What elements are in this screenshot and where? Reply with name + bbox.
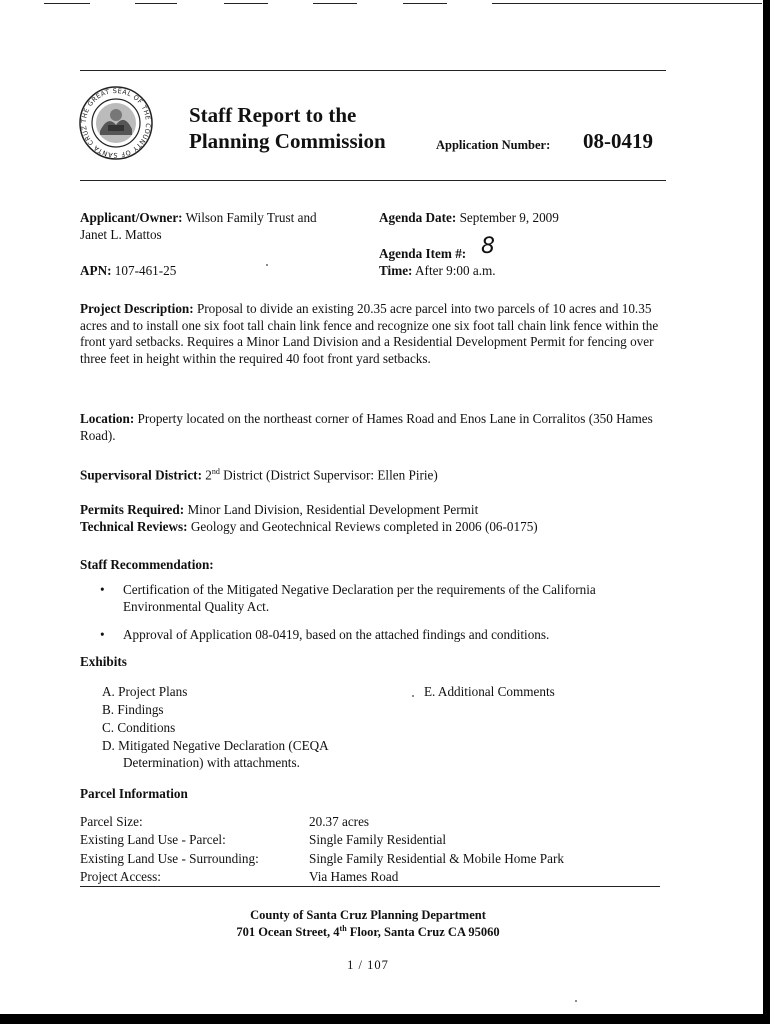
location-label: Location: bbox=[80, 411, 135, 426]
agenda-date-label: Agenda Date: bbox=[379, 210, 457, 225]
bullet-icon: • bbox=[100, 582, 105, 597]
applicant-owner-value-1: Wilson Family Trust and bbox=[185, 210, 317, 225]
applicant-owner bbox=[80, 210, 317, 227]
supervisoral-district-label: Supervisoral District: bbox=[80, 467, 202, 483]
agenda-date bbox=[379, 210, 559, 227]
parcel-row-value: Single Family Residential bbox=[309, 832, 446, 848]
exhibit-b: B. Findings bbox=[102, 702, 164, 717]
location-text: Property located on the northeast corner of Hames Road and Enos Lane in Corralitos (350 Hames Road). bbox=[80, 411, 653, 443]
permits-required bbox=[80, 502, 478, 519]
supervisoral-district-sup: nd bbox=[211, 467, 220, 476]
apn-value: 107-461-25 bbox=[114, 263, 177, 278]
parcel-row-value: Single Family Residential & Mobile Home Park bbox=[309, 850, 564, 866]
scan-speck bbox=[575, 1000, 577, 1002]
scan-dash bbox=[403, 3, 447, 4]
parcel-table-rule bbox=[80, 886, 660, 887]
project-description bbox=[80, 301, 666, 367]
location bbox=[80, 411, 666, 444]
parcel-information-heading bbox=[80, 786, 188, 803]
parcel-row-value: Via Hames Road bbox=[309, 868, 399, 884]
application-number: 08-0419 bbox=[583, 129, 653, 153]
scan-dash bbox=[135, 3, 177, 4]
header-rule-bottom bbox=[80, 180, 666, 181]
bullet-icon: • bbox=[100, 627, 105, 642]
applicant-owner-value-2: Janet L. Mattos bbox=[80, 227, 162, 242]
technical-reviews bbox=[80, 519, 538, 536]
exhibit-c: C. Conditions bbox=[102, 720, 176, 735]
supervisoral-district-num: 2 bbox=[205, 467, 212, 483]
county-seal-icon bbox=[78, 85, 154, 161]
scan-border-right bbox=[763, 0, 770, 1024]
agenda-item bbox=[379, 246, 466, 263]
agenda-time bbox=[379, 263, 496, 280]
agenda-date-value: September 9, 2009 bbox=[459, 210, 559, 225]
supervisoral-district bbox=[80, 464, 438, 484]
parcel-row-value: 20.37 acres bbox=[309, 814, 370, 829]
parcel-row-label: Parcel Size: bbox=[80, 814, 143, 829]
exhibit-d-continued: Determination) with attachments. bbox=[123, 755, 300, 770]
page-number: 1 / 107 bbox=[347, 958, 389, 972]
svg-text:THE GREAT SEAL OF THE COUNTY O: THE GREAT SEAL OF THE COUNTY OF SANTA CRUZ bbox=[79, 86, 153, 160]
staff-recommendation-heading bbox=[80, 557, 214, 574]
apn-label: APN: bbox=[80, 263, 112, 278]
exhibit-d: D. Mitigated Negative Declaration (CEQA bbox=[102, 738, 329, 753]
agenda-time-label: Time: bbox=[379, 263, 413, 278]
agenda-time-value: After 9:00 a.m. bbox=[415, 263, 496, 278]
staff-recommendation-item-2: Approval of Application 08-0419, based on the attached findings and conditions. bbox=[123, 627, 550, 642]
parcel-information-heading-text: Parcel Information bbox=[80, 786, 188, 801]
report-title bbox=[189, 102, 386, 154]
agenda-item-label: Agenda Item #: bbox=[379, 246, 467, 261]
project-description-label: Project Description: bbox=[80, 301, 194, 316]
footer-address-pre: 701 Ocean Street, 4 bbox=[236, 925, 340, 940]
scan-border-bottom bbox=[0, 1014, 770, 1024]
exhibits-heading bbox=[80, 654, 127, 671]
technical-reviews-text: Geology and Geotechnical Reviews completed in 2006 (06-0175) bbox=[190, 519, 538, 534]
staff-recommendation-item-1: Certification of the Mitigated Negative Declaration per the requirements of the California Environmental Quality Act. bbox=[123, 582, 596, 614]
scan-dash bbox=[313, 3, 357, 4]
scan-dash bbox=[492, 3, 762, 4]
footer-address-sup: th bbox=[339, 924, 347, 933]
footer-address bbox=[0, 924, 736, 940]
scan-dash bbox=[44, 3, 90, 4]
permits-required-text: Minor Land Division, Residential Development Permit bbox=[187, 502, 479, 517]
exhibits-heading-text: Exhibits bbox=[80, 654, 127, 669]
report-title-line2: Planning Commission bbox=[189, 129, 386, 153]
permits-required-label: Permits Required: bbox=[80, 502, 185, 517]
header-rule-top bbox=[80, 70, 666, 71]
project-description-text: Proposal to divide an existing 20.35 acre parcel into two parcels of 10 acres and 10.35 acres and to install one six foot tall chain link fence and recognize one six foot tall chain link fence within the front yard setbacks. Requires a Minor Land Division and a Residential Development Permit for fencing over three feet in height within the required 40 foot front yard setbacks. bbox=[80, 301, 659, 366]
parcel-row-label: Project Access: bbox=[80, 868, 161, 884]
supervisoral-district-text: District (District Supervisor: Ellen Pirie) bbox=[223, 467, 438, 483]
footer-department: County of Santa Cruz Planning Department bbox=[250, 908, 486, 922]
scan-speck bbox=[266, 264, 268, 266]
technical-reviews-label: Technical Reviews: bbox=[80, 519, 188, 534]
agenda-item-number: 8 bbox=[481, 234, 495, 259]
application-number-label: Application Number: bbox=[436, 138, 551, 152]
parcel-row-label: Existing Land Use - Parcel: bbox=[80, 832, 226, 848]
exhibit-a: A. Project Plans bbox=[102, 684, 188, 699]
exhibit-e: E. Additional Comments bbox=[424, 684, 555, 699]
applicant-owner-label: Applicant/Owner: bbox=[80, 210, 183, 225]
report-title-line1: Staff Report to the bbox=[189, 103, 357, 127]
scan-dash bbox=[224, 3, 268, 4]
footer-address-post: Floor, Santa Cruz CA 95060 bbox=[346, 925, 500, 940]
staff-recommendation-heading-text: Staff Recommendation: bbox=[80, 557, 214, 572]
parcel-row-label: Existing Land Use - Surrounding: bbox=[80, 850, 259, 866]
apn bbox=[80, 263, 176, 280]
scan-speck bbox=[412, 695, 414, 697]
